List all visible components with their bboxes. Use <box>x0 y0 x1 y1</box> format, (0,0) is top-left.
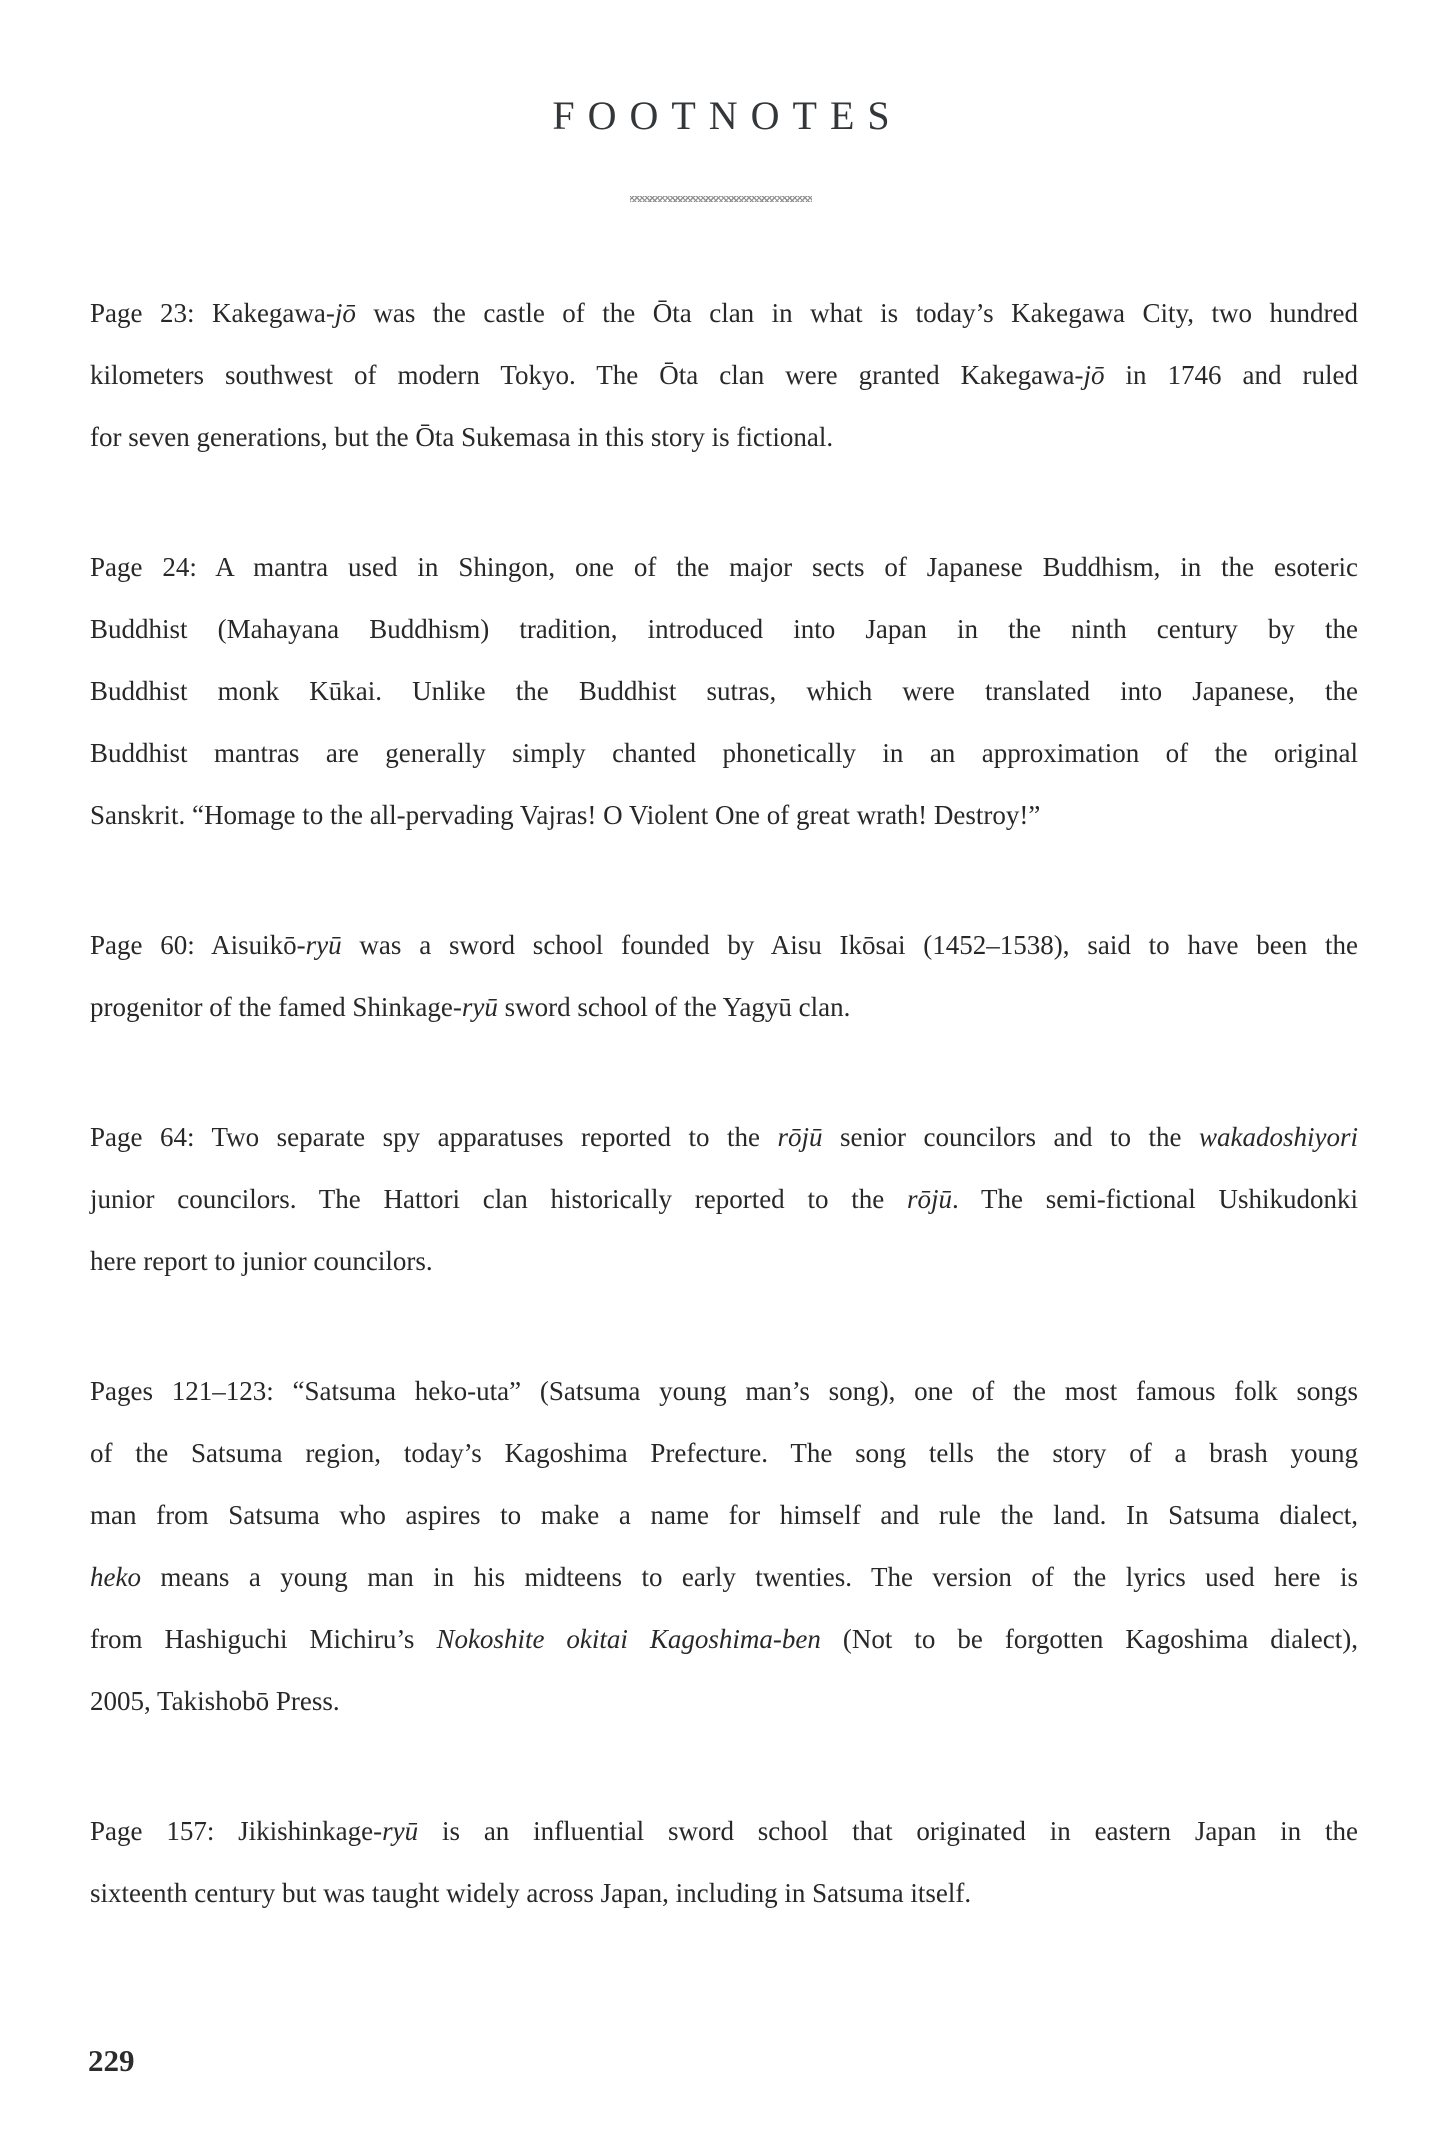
text-run: Page 64: Two separate spy apparatuses reported to the <box>90 1122 778 1152</box>
footnote-paragraph <box>90 1800 1358 1924</box>
text-run: of the Satsuma region, today’s Kagoshima Prefecture. The song tells the story of a brash young <box>90 1438 1358 1468</box>
footnote-paragraph <box>90 914 1358 1038</box>
footnote-line <box>90 1230 1358 1292</box>
footnote-paragraph <box>90 1106 1358 1292</box>
text-run: Pages 121–123: “Satsuma heko-uta” (Satsuma young man’s song), one of the most famous folk songs <box>90 1376 1358 1406</box>
text-run: in 1746 and ruled <box>1104 360 1359 390</box>
text-run: Buddhist (Mahayana Buddhism) tradition, introduced into Japan in the ninth century by the <box>90 614 1358 644</box>
text-run: for seven generations, but the Ōta Sukemasa in this story is fictional. <box>90 422 834 452</box>
text-run: kilometers southwest of modern Tokyo. The Ōta clan were granted Kakegawa- <box>90 360 1084 390</box>
footnote-line <box>90 1608 1358 1670</box>
text-run: Page 157: Jikishinkage- <box>90 1816 383 1846</box>
footnote-line <box>90 282 1358 344</box>
footnote-line <box>90 784 1358 846</box>
book-page <box>0 92 1442 2140</box>
italic-term: rōjū <box>777 1122 823 1152</box>
italic-term: jō <box>334 298 356 328</box>
footnote-line <box>90 1670 1358 1732</box>
footnote-line <box>90 976 1358 1038</box>
page-title: FOOTNOTES <box>552 93 903 138</box>
footnote-paragraph <box>90 1360 1358 1732</box>
footnote-line <box>90 598 1358 660</box>
italic-term: ryū <box>305 930 342 960</box>
text-run: Page 23: Kakegawa- <box>90 298 335 328</box>
text-run: . The semi-fictional Ushikudonki <box>952 1184 1359 1214</box>
ornament-divider-icon <box>630 196 812 202</box>
page-number: 229 <box>88 2043 135 2078</box>
italic-term: heko <box>90 1562 141 1592</box>
text-run: Sanskrit. “Homage to the all-pervading Vajras! O Violent One of great wrath! Destroy!” <box>90 800 1041 830</box>
text-run: senior councilors and to the <box>822 1122 1199 1152</box>
italic-term: Nokoshite okitai Kagoshima-ben <box>436 1624 821 1654</box>
text-run: is an influential sword school that originated in eastern Japan in the <box>418 1816 1358 1846</box>
text-run: was the castle of the Ōta clan in what is today’s Kakegawa City, two hundred <box>355 298 1358 328</box>
footnote-line <box>90 660 1358 722</box>
italic-term: rōjū <box>906 1184 952 1214</box>
italic-term: wakadoshiyori <box>1198 1122 1358 1152</box>
text-run: was a sword school founded by Aisu Ikōsai (1452–1538), said to have been the <box>341 930 1358 960</box>
text-run: man from Satsuma who aspires to make a name for himself and rule the land. In Satsuma dialect, <box>90 1500 1358 1530</box>
footnote-line <box>90 536 1358 598</box>
italic-term: jō <box>1083 360 1105 390</box>
text-run: means a young man in his midteens to early twenties. The version of the lyrics used here is <box>140 1562 1358 1592</box>
text-run: (Not to be forgotten Kagoshima dialect), <box>820 1624 1358 1654</box>
text-run: from Hashiguchi Michiru’s <box>90 1624 437 1654</box>
footnote-line <box>90 722 1358 784</box>
footnote-line <box>90 914 1358 976</box>
footnote-line <box>90 1800 1358 1862</box>
footnote-paragraph <box>90 536 1358 846</box>
footnote-paragraph <box>90 282 1358 468</box>
text-run: sixteenth century but was taught widely across Japan, including in Satsuma itself. <box>90 1878 972 1908</box>
footnote-line <box>90 344 1358 406</box>
footnote-line <box>90 1106 1358 1168</box>
footnote-line <box>90 406 1358 468</box>
footnote-line <box>90 1862 1358 1924</box>
text-run: 2005, Takishobō Press. <box>90 1686 340 1716</box>
footnote-line <box>90 1168 1358 1230</box>
footnote-line <box>90 1422 1358 1484</box>
footnotes <box>0 282 1442 1924</box>
text-run: progenitor of the famed Shinkage- <box>90 992 462 1022</box>
text-run: Buddhist mantras are generally simply chanted phonetically in an approximation of the original <box>90 738 1358 768</box>
text-run: Page 60: Aisuikō- <box>90 930 306 960</box>
text-run: Page 24: A mantra used in Shingon, one of the major sects of Japanese Buddhism, in the esoteric <box>90 552 1358 582</box>
text-run: Buddhist monk Kūkai. Unlike the Buddhist sutras, which were translated into Japanese, the <box>90 676 1358 706</box>
text-run: junior councilors. The Hattori clan historically reported to the <box>90 1184 907 1214</box>
italic-term: ryū <box>382 1816 419 1846</box>
footnote-line <box>90 1546 1358 1608</box>
footnote-line <box>90 1484 1358 1546</box>
italic-term: ryū <box>461 992 498 1022</box>
footnote-line <box>90 1360 1358 1422</box>
text-run: sword school of the Yagyū clan. <box>497 992 851 1022</box>
text-run: here report to junior councilors. <box>90 1246 433 1276</box>
